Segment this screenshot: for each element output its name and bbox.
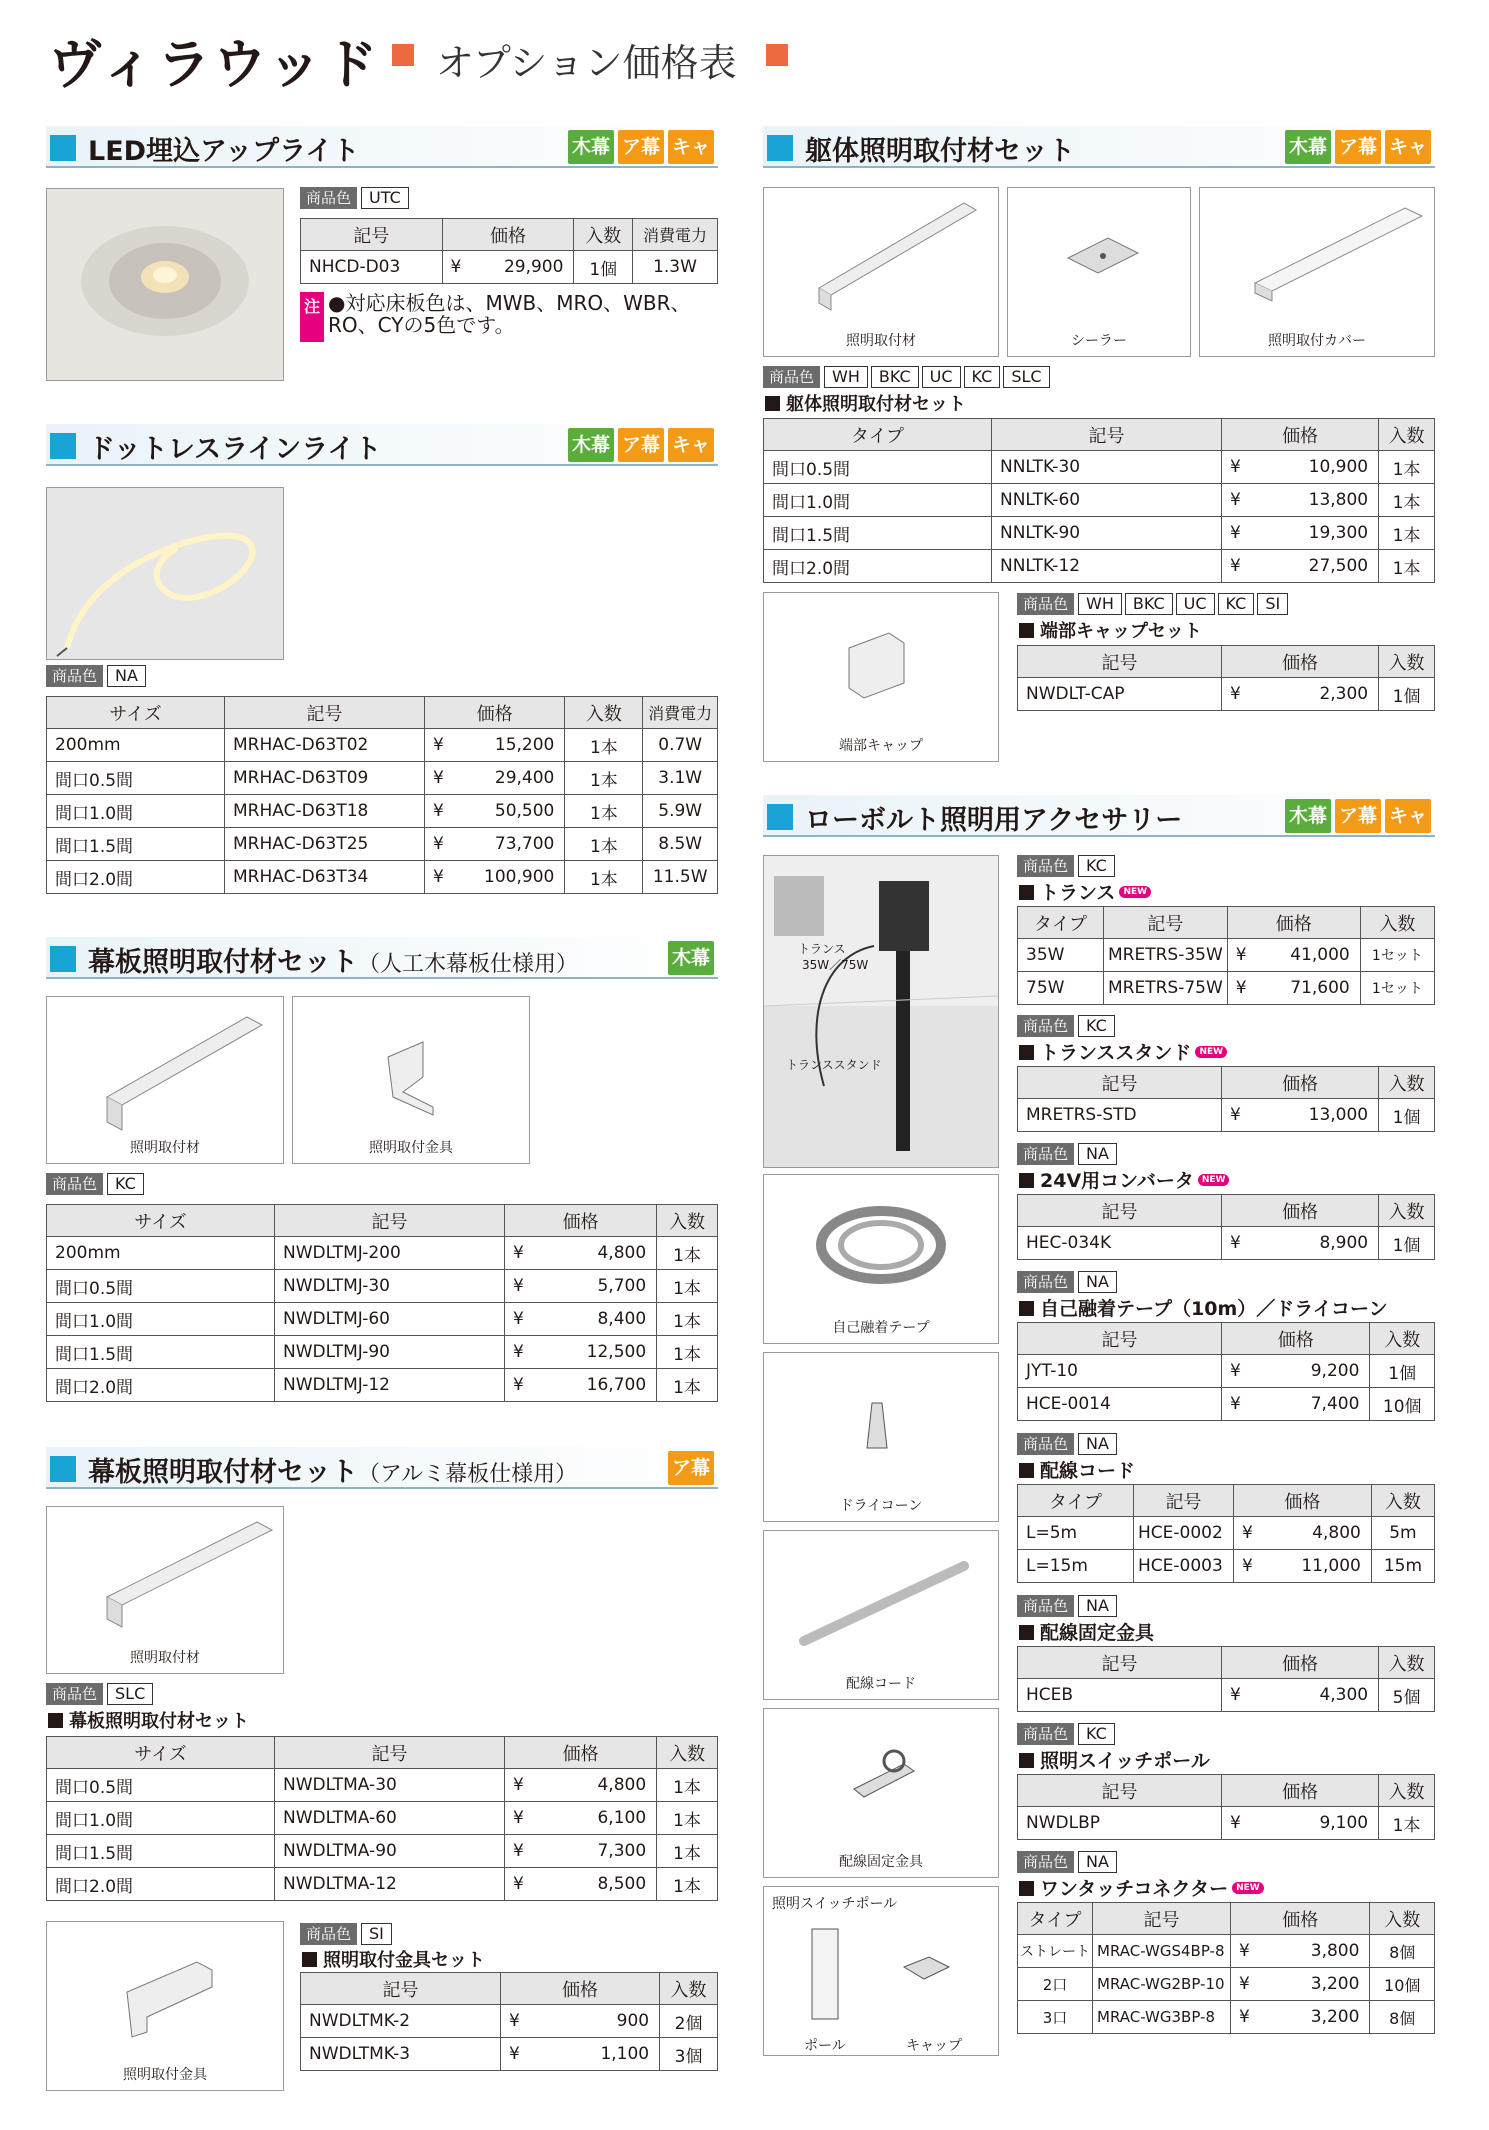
section-title: LED埋込アップライト [88,136,360,167]
subsection-title: 照明スイッチポール [1019,1746,1210,1773]
photo-label: キャップ [906,2038,962,2054]
section-header-alu-fascia-mount [46,1447,718,1489]
end-cap-photo: 端部キャップ [763,592,999,762]
section-header-frame-mount [763,126,1435,168]
table-row: 200mm MRHAC-D63T02 ¥ 15,200 1本 0.7W [47,729,718,762]
tag-alu: ア幕 [618,130,664,164]
converter-table: 記号 価格 入数 HEC-034K ¥ 8,900 1個 [1017,1194,1435,1260]
tag-alu: ア幕 [1335,130,1381,164]
table-row: 間口0.5間 NWDLTMA-30 ¥ 4,800 1本 [47,1769,718,1802]
sealer-photo: シーラー [1007,187,1191,357]
tag-wood: 木幕 [1285,799,1331,833]
color-row: 商品色 SLC [46,1682,156,1706]
photo-label: トランス [798,942,846,956]
transformer-stand-photo [763,855,999,1168]
dotless-table: サイズ 記号 価格 入数 消費電力 200mm MRHAC-D63T02 ¥ 15,200 1本 0.7W 間口0.5間 MRHAC-D63T09 ¥ 29,400 1本 3.1W 間口1.0間 MRHAC-D63T18 ¥ 50,500 1本 5.9W 間口1.5間 MRHAC-D63T25 ¥ 73,700 1本 8.5W 間口2.0間 MRHAC-D63T34 ¥ 100,900 1本 11.5W [46,696,718,894]
table-row: 間口1.0間 NWDLTMA-60 ¥ 6,100 1本 [47,1802,718,1835]
table-row: NHCD-D03 ¥ 29,900 1個 1.3W [301,251,718,284]
tag-cap: キャ [1385,130,1431,164]
table-row: 間口2.0間 NWDLTMJ-12 ¥ 16,700 1本 [47,1369,718,1402]
photo-label: ポール [804,2038,846,2054]
alu-mount-table: サイズ 記号 価格 入数 間口0.5間 NWDLTMA-30 ¥ 4,800 1本 間口1.0間 NWDLTMA-60 ¥ 6,100 1本 間口1.5間 NWDLTMA-90 ¥ 7,300 1本 間口2.0間 NWDLTMA-12 ¥ 8,500 1本 [46,1736,718,1901]
switch-pole-table: 記号 価格 入数 NWDLBP ¥ 9,100 1本 [1017,1774,1435,1840]
table-row: 75W MRETRS-75W ¥ 71,600 1セット [1018,972,1435,1005]
frame-mount-table: タイプ 記号 価格 入数 間口0.5間 NNLTK-30 ¥ 10,900 1本 間口1.0間 NNLTK-60 ¥ 13,800 1本 間口1.5間 NNLTK-90 ¥ 19,300 1本 間口2.0間 NNLTK-12 ¥ 27,500 1本 [763,418,1435,583]
section-title: 幕板照明取付材セット [88,947,358,978]
tag-alu: ア幕 [618,428,664,462]
note-floor-colors: 注 ●対応床板色は、MWB、MRO、WBR、RO、CYの5色です。 [300,292,720,342]
tag-alu: ア幕 [1335,799,1381,833]
table-row: 間口0.5間 MRHAC-D63T09 ¥ 29,400 1本 3.1W [47,762,718,795]
tape-photo: 自己融着テープ [763,1174,999,1344]
led-uplight-table: 記号 価格 入数 消費電力 NHCD-D03 ¥ 29,900 1個 1.3W [300,218,718,284]
dotless-light-photo [46,487,284,660]
tag-wood: 木幕 [1285,130,1331,164]
table-row: NWDLTMK-3 ¥ 1,100 3個 [301,2038,718,2071]
table-row: 間口1.0間 NNLTK-60 ¥ 13,800 1本 [764,484,1435,517]
table-row: L=15m HCE-0003 ¥ 11,000 15m [1018,1550,1435,1583]
transformer-table: タイプ 記号 価格 入数 35W MRETRS-35W ¥ 41,000 1セット 75W MRETRS-75W ¥ 71,600 1セット [1017,906,1435,1005]
dry-cone-photo: ドライコーン [763,1352,999,1522]
table-row: 間口1.5間 NWDLTMJ-90 ¥ 12,500 1本 [47,1336,718,1369]
table-row: 間口1.0間 MRHAC-D63T18 ¥ 50,500 1本 5.9W [47,795,718,828]
subsection-title: 自己融着テープ（10m）／ドライコーン [1019,1294,1388,1321]
tag-wood: 木幕 [568,130,614,164]
table-row: JYT-10 ¥ 9,200 1個 [1018,1355,1435,1388]
color-row: 商品色 KC [46,1172,147,1196]
table-row: ストレート MRAC-WGS4BP-8 ¥ 3,800 8個 [1018,1935,1435,1968]
table-row: HCEB ¥ 4,300 5個 [1018,1679,1435,1712]
table-row: 間口0.5間 NWDLTMJ-30 ¥ 5,700 1本 [47,1270,718,1303]
tag-wood: 木幕 [568,428,614,462]
table-row: NWDLT-CAP ¥ 2,300 1個 [1018,678,1435,711]
color-row: 商品色 NA [1017,1850,1120,1874]
subsection-title: 照明取付金具セット [302,1946,485,1972]
photo-label: 35W／75W [802,958,869,972]
tag-cap: キャ [1385,799,1431,833]
table-row: 間口2.0間 MRHAC-D63T34 ¥ 100,900 1本 11.5W [47,861,718,894]
table-row: 間口1.5間 NNLTK-90 ¥ 19,300 1本 [764,517,1435,550]
cord-table: タイプ 記号 価格 入数 L=5m HCE-0002 ¥ 4,800 5m L=15m HCE-0003 ¥ 11,000 15m [1017,1484,1435,1583]
section-header-dotless-line-light [46,424,718,466]
mount-cover-photo: 照明取付カバー [1199,187,1435,357]
fix-bracket-photo: 配線固定金具 [763,1708,999,1878]
table-row: 間口2.0間 NWDLTMA-12 ¥ 8,500 1本 [47,1868,718,1901]
led-uplight-photo [46,188,284,381]
color-row: 商品色 NA [1017,1594,1120,1618]
table-row: 間口0.5間 NNLTK-30 ¥ 10,900 1本 [764,451,1435,484]
subsection-title: ワンタッチコネクター NEW [1019,1874,1264,1901]
table-row: 35W MRETRS-35W ¥ 41,000 1セット [1018,939,1435,972]
connector-table: タイプ 記号 価格 入数 ストレート MRAC-WGS4BP-8 ¥ 3,800 8個 2口 MRAC-WG2BP-10 ¥ 3,200 10個 3口 MRAC-WG3BP-8 ¥ 3,200 8個 [1017,1902,1435,2034]
color-row: 商品色 KC [1017,1014,1118,1038]
alu-rail-photo: 照明取付材 [46,1506,284,1674]
subsection-title: トランススタンド NEW [1019,1038,1227,1065]
section-title-sub: （人工木幕板仕様用） [358,952,579,977]
page-title: ヴィラウッド [48,33,380,96]
section-title: ドットレスラインライト [88,434,382,465]
color-row: 商品色 SI [300,1922,395,1946]
color-row: 商品色 NA [1017,1270,1120,1294]
table-row: NWDLBP ¥ 9,100 1本 [1018,1807,1435,1840]
tag-wood: 木幕 [668,941,714,975]
table-row: 間口2.0間 NNLTK-12 ¥ 27,500 1本 [764,550,1435,583]
table-row: 3口 MRAC-WG3BP-8 ¥ 3,200 8個 [1018,2001,1435,2034]
color-row: 商品色 NA [1017,1142,1120,1166]
subsection-title: 幕板照明取付材セット [48,1707,249,1733]
frame-rail-photo: 照明取付材 [763,187,999,357]
color-row: 商品色 WH BKC UC KC SI [1017,592,1291,616]
alu-bracket-photo: 照明取付金具 [46,1921,284,2091]
subsection-title: トランス NEW [1019,878,1151,905]
color-row: 商品色 KC [1017,1722,1118,1746]
table-row: L=5m HCE-0002 ¥ 4,800 5m [1018,1517,1435,1550]
table-row: 2口 MRAC-WG2BP-10 ¥ 3,200 10個 [1018,1968,1435,2001]
page-subtitle: オプション価格表 [436,41,737,85]
section-header-wood-fascia-mount [46,937,718,979]
table-row: 200mm NWDLTMJ-200 ¥ 4,800 1本 [47,1237,718,1270]
end-cap-table: 記号 価格 入数 NWDLT-CAP ¥ 2,300 1個 [1017,645,1435,711]
table-row: 間口1.5間 NWDLTMA-90 ¥ 7,300 1本 [47,1835,718,1868]
alu-bracket-table: 記号 価格 入数 NWDLTMK-2 ¥ 900 2個 NWDLTMK-3 ¥ 1,100 3個 [300,1972,718,2071]
section-header-low-volt-accessory [763,795,1435,837]
tag-cap: キャ [668,130,714,164]
table-row: HEC-034K ¥ 8,900 1個 [1018,1227,1435,1260]
section-title: 躯体照明取付材セット [805,136,1075,167]
mount-bracket-photo: 照明取付金具 [292,996,530,1164]
wood-mount-table: サイズ 記号 価格 入数 200mm NWDLTMJ-200 ¥ 4,800 1本 間口0.5間 NWDLTMJ-30 ¥ 5,700 1本 間口1.0間 NWDLTMJ-60 ¥ 8,400 1本 間口1.5間 NWDLTMJ-90 ¥ 12,500 1本 間口2.0間 NWDLTMJ-12 ¥ 16,700 1本 [46,1204,718,1402]
title-marker-right [766,44,788,66]
section-title: ローボルト照明用アクセサリー [805,805,1183,836]
title-marker-left [392,44,414,66]
tape-cone-table: 記号 価格 入数 JYT-10 ¥ 9,200 1個 HCE-0014 ¥ 7,400 10個 [1017,1322,1435,1421]
table-row: HCE-0014 ¥ 7,400 10個 [1018,1388,1435,1421]
table-row: NWDLTMK-2 ¥ 900 2個 [301,2005,718,2038]
section-title-sub: （アルミ幕板仕様用） [358,1462,578,1487]
color-row: 商品色 NA [46,664,149,688]
photo-label: トランススタンド [786,1058,882,1072]
tag-cap: キャ [668,428,714,462]
subsection-title: 躯体照明取付材セット [765,390,966,416]
mount-rail-photo: 照明取付材 [46,996,284,1164]
table-row: 間口1.5間 MRHAC-D63T25 ¥ 73,700 1本 8.5W [47,828,718,861]
fix-bracket-table: 記号 価格 入数 HCEB ¥ 4,300 5個 [1017,1646,1435,1712]
section-header-led-uplight [46,126,718,168]
color-row: 商品色 KC [1017,854,1118,878]
subsection-title: 配線固定金具 [1019,1618,1154,1645]
subsection-title: 24V用コンバータ NEW [1019,1166,1229,1193]
color-row: 商品色 NA [1017,1432,1120,1456]
subsection-title: 端部キャップセット [1019,617,1202,643]
tag-alu: ア幕 [668,1451,714,1485]
switch-pole-photo [763,1886,999,2056]
color-row: 商品色 WH BKC UC KC SLC [763,365,1053,389]
table-row: 間口1.0間 NWDLTMJ-60 ¥ 8,400 1本 [47,1303,718,1336]
subsection-title: 配線コード [1019,1456,1135,1483]
table-row: MRETRS-STD ¥ 13,000 1個 [1018,1099,1435,1132]
photo-label: 照明スイッチポール [772,1896,898,1912]
stand-table: 記号 価格 入数 MRETRS-STD ¥ 13,000 1個 [1017,1066,1435,1132]
color-row: 商品色 UTC [300,186,412,210]
section-title: 幕板照明取付材セット [88,1457,358,1488]
cord-photo: 配線コード [763,1530,999,1700]
